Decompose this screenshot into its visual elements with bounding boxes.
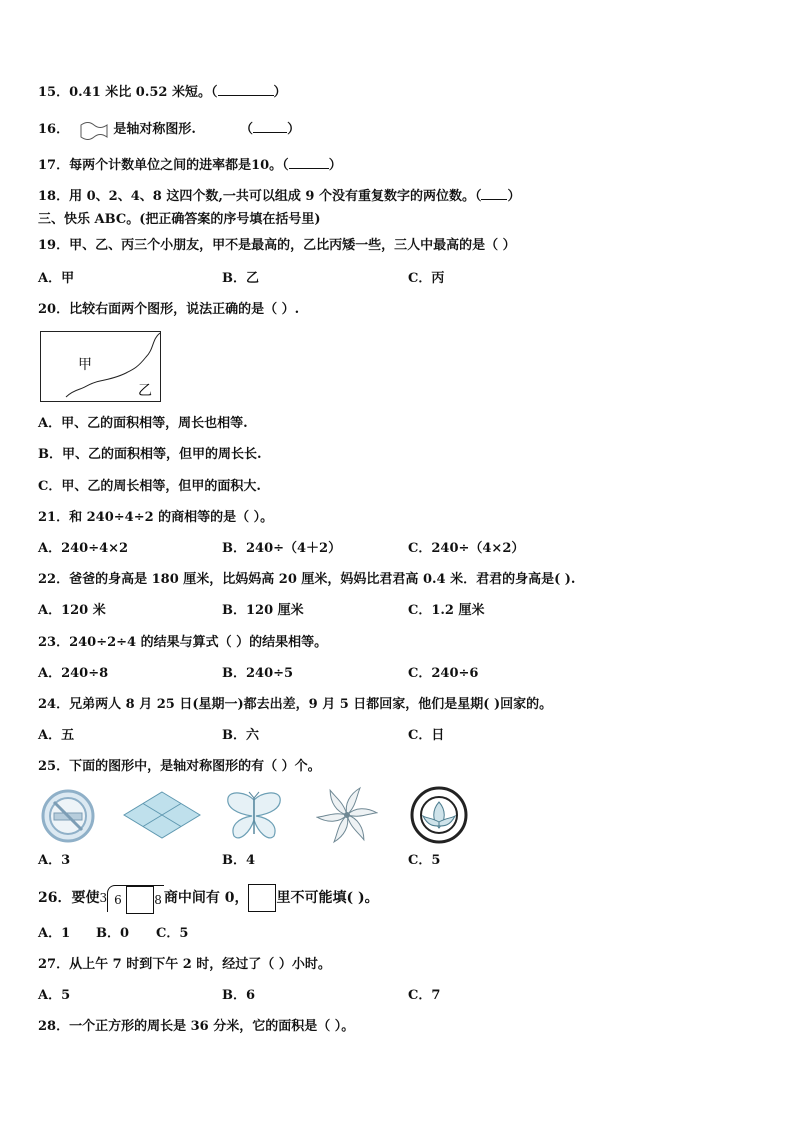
option-c[interactable]: C．240÷（4×2） [408, 541, 525, 556]
wave-flag-figure [79, 120, 109, 140]
option-b[interactable]: B．甲、乙的面积相等，但甲的周长长. [38, 447, 262, 462]
option-c[interactable]: C．1.2 厘米 [408, 603, 485, 618]
paren-close: ） [507, 189, 521, 204]
option-c[interactable]: C．甲、乙的周长相等，但甲的面积大. [38, 479, 261, 494]
question-number: 17． [38, 158, 70, 173]
question-number: 24． [38, 697, 70, 712]
question-text: 甲、乙、丙三个小朋友，甲不是最高的，乙比丙矮一些，三人中最高的是（ ） [69, 238, 516, 253]
rhombus-tiles-figure [122, 790, 202, 840]
question-number: 28． [38, 1019, 70, 1034]
question-text: 用 0、2、4、8 这四个数,一共可以组成 9 个没有重复数字的两位数。（ [69, 189, 482, 204]
question-16 [38, 119, 300, 140]
option-c[interactable]: C．5 [156, 926, 189, 941]
paren-close: ） [273, 85, 287, 100]
pinwheel-flower-figure [316, 784, 378, 846]
option-a[interactable]: A．1 [38, 926, 71, 941]
question-number: 16． [38, 122, 70, 137]
option-b[interactable]: B．六 [222, 728, 259, 743]
question-number: 15． [38, 85, 70, 100]
answer-blank[interactable] [218, 82, 274, 96]
question-text: 是轴对称图形. [113, 122, 196, 137]
label-jia: 甲 [78, 357, 92, 373]
option-b[interactable]: B．乙 [222, 271, 259, 286]
option-a[interactable]: A．120 米 [38, 603, 106, 618]
question-text: 从上午 7 时到下午 2 时，经过了（ ）小时。 [69, 957, 331, 972]
blank-box[interactable] [248, 884, 276, 912]
question-17 [38, 155, 342, 175]
question-18 [38, 186, 520, 206]
option-c[interactable]: C．5 [408, 853, 441, 868]
question-text: 0.41 米比 0.52 米短。（ [69, 85, 218, 100]
dividend-digit-1: 6 [114, 892, 122, 907]
question-text-post: 里不可能填( )。 [276, 890, 379, 906]
option-c[interactable]: C．日 [408, 728, 445, 743]
question-number: 25． [38, 759, 70, 774]
question-text-pre: 要使 [71, 890, 100, 906]
question-number: 20． [38, 302, 70, 317]
label-yi: 乙 [138, 383, 152, 399]
question-number: 18． [38, 189, 70, 204]
question-number: 19． [38, 238, 70, 253]
option-a[interactable]: A．3 [38, 853, 71, 868]
option-a[interactable]: A．五 [38, 728, 75, 743]
option-b[interactable]: B．0 [96, 926, 130, 941]
option-b[interactable]: B．120 厘米 [222, 603, 304, 618]
question-number: 22． [38, 572, 70, 587]
question-number: 27． [38, 957, 70, 972]
answer-blank[interactable] [481, 186, 507, 200]
paren-open: （ [240, 122, 254, 137]
question-25 [38, 758, 321, 776]
option-a[interactable]: A．240÷8 [38, 666, 109, 681]
option-a[interactable]: A．5 [38, 988, 71, 1003]
divisor: 3 [99, 891, 108, 905]
option-a[interactable]: A．甲、乙的面积相等，周长也相等. [38, 416, 248, 431]
question-15 [38, 82, 287, 102]
question-number: 23． [38, 635, 70, 650]
question-text: 兄弟两人 8 月 25 日(星期一)都去出差，9 月 5 日都回家，他们是星期( )回家的。 [69, 697, 553, 712]
option-b[interactable]: B．240÷5 [222, 666, 294, 681]
answer-blank[interactable] [253, 119, 287, 133]
answer-blank[interactable] [289, 155, 329, 169]
option-b[interactable]: B．240÷（4＋2） [222, 541, 342, 556]
question-text: 比较右面两个图形，说法正确的是（ ）. [69, 302, 300, 317]
question-28 [38, 1018, 354, 1036]
question-27 [38, 956, 331, 974]
question-text: 爸爸的身高是 180 厘米，比妈妈高 20 厘米，妈妈比君君高 0.4 米．君君的身高是( ). [69, 572, 576, 587]
no-smoking-sign-figure [40, 788, 96, 844]
question-20 [38, 301, 299, 319]
dividend-digit-3: 8 [154, 892, 162, 907]
question-text: 和 240÷4÷2 的商相等的是（ ）。 [69, 510, 274, 525]
question-number: 26． [38, 890, 72, 906]
shape-comparison-figure [40, 331, 162, 403]
paren-close: ） [328, 158, 342, 173]
question-text-mid: 商中间有 0， [163, 890, 249, 906]
option-c[interactable]: C．240÷6 [408, 666, 479, 681]
question-text: 每两个计数单位之间的进率都是10。（ [69, 158, 289, 173]
option-c[interactable]: C．丙 [408, 271, 445, 286]
option-a[interactable]: A．甲 [38, 271, 75, 286]
question-21 [38, 509, 273, 527]
question-23 [38, 634, 327, 652]
question-19 [38, 237, 516, 255]
dividend-box[interactable] [126, 886, 154, 914]
question-number: 21． [38, 510, 70, 525]
long-division-bracket [107, 885, 164, 912]
section-title: 三、快乐 ABC。(把正确答案的序号填在括号里) [38, 212, 321, 227]
question-text: 下面的图形中，是轴对称图形的有（ ）个。 [69, 759, 321, 774]
question-26 [38, 884, 379, 912]
leaf-emblem-figure [410, 786, 468, 844]
option-a[interactable]: A．240÷4×2 [38, 541, 129, 556]
paren-close: ） [287, 122, 301, 137]
option-b[interactable]: B．4 [222, 853, 256, 868]
option-b[interactable]: B．6 [222, 988, 256, 1003]
question-22 [38, 571, 575, 589]
question-24 [38, 696, 552, 714]
question-text: 一个正方形的周长是 36 分米，它的面积是（ ）。 [69, 1019, 355, 1034]
question-text: 240÷2÷4 的结果与算式（ ）的结果相等。 [69, 635, 328, 650]
option-c[interactable]: C．7 [408, 988, 441, 1003]
butterfly-figure [224, 790, 284, 842]
